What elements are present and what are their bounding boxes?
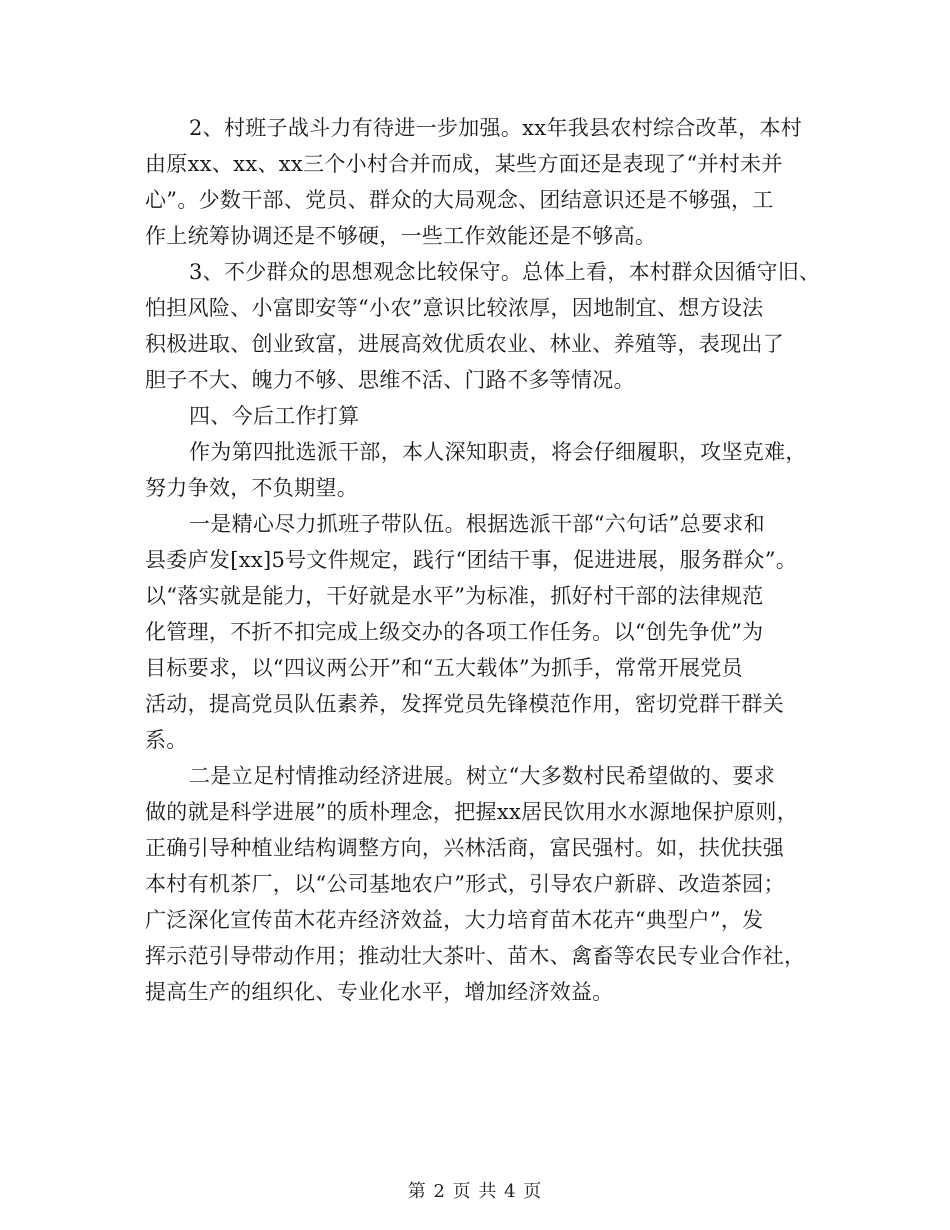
body-line: 正确引导种植业结构调整方向，兴林活商，富民强村。如，扶优扶强	[145, 836, 784, 860]
body-line: 二是立足村情推动经济进展。树立“大多数村民希望做的、要求	[189, 764, 776, 788]
body-line: 本村有机茶厂，以“公司基地农户”形式，引导农户新辟、改造茶园；	[145, 872, 785, 896]
body-line: 一是精心尽力抓班子带队伍。根据选派干部“六句话”总要求和	[189, 512, 765, 536]
body-line: 广泛深化宣传苗木花卉经济效益，大力培育苗木花卉“典型户”，发	[145, 908, 764, 932]
body-line: 作为第四批选派干部，本人深知职责，将会仔细履职，攻坚克难，	[189, 440, 807, 464]
page-number-footer: 第 2 页 共 4 页	[407, 1181, 543, 1202]
body-line: 提高生产的组织化、专业化水平，增加经济效益。	[145, 980, 614, 1004]
body-line: 努力争效，不负期望。	[145, 476, 358, 500]
body-line: 活动，提高党员队伍素养，发挥党员先锋模范作用，密切党群干群关	[145, 692, 784, 716]
body-line: 化管理，不折不扣完成上级交办的各项工作任务。以“创先争优”为	[145, 620, 764, 644]
body-line: 目标要求，以“四议两公开”和“五大载体”为抓手，常常开展党员	[145, 656, 743, 680]
body-line: 3、不少群众的思想观念比较保守。总体上看，本村群众因循守旧、	[189, 260, 821, 284]
body-line: 心”。少数干部、党员、群众的大局观念、团结意识还是不够强，工	[145, 188, 774, 212]
body-line: 由原xx、xx、xx三个小村合并而成，某些方面还是表现了“并村未并	[145, 152, 783, 176]
body-line: 怕担风险、小富即安等“小农”意识比较浓厚，因地制宜、想方设法	[145, 296, 764, 320]
body-line: 县委庐发[xx]5号文件规定，践行“团结干事，促进进展，服务群众”。	[145, 548, 798, 572]
body-line: 挥示范引导带动作用；推动壮大茶叶、苗木、禽畜等农民专业合作社，	[145, 944, 806, 968]
body-line: 2、村班子战斗力有待进一步加强。xx年我县农村综合改革，本村	[189, 116, 803, 140]
body-line: 胆子不大、魄力不够、思维不活、门路不多等情况。	[145, 368, 635, 392]
body-line: 系。	[145, 728, 188, 752]
body-line: 作上统筹协调还是不够硬，一些工作效能还是不够高。	[145, 224, 657, 248]
body-line: 以“落实就是能力，干好就是水平”为标准，抓好村干部的法律规范	[145, 584, 764, 608]
section-heading: 四、今后工作打算	[189, 404, 360, 428]
body-line: 做的就是科学进展”的质朴理念，把握xx居民饮用水水源地保护原则，	[145, 800, 799, 824]
body-line: 积极进取、创业致富，进展高效优质农业、林业、养殖等，表现出了	[145, 332, 784, 356]
